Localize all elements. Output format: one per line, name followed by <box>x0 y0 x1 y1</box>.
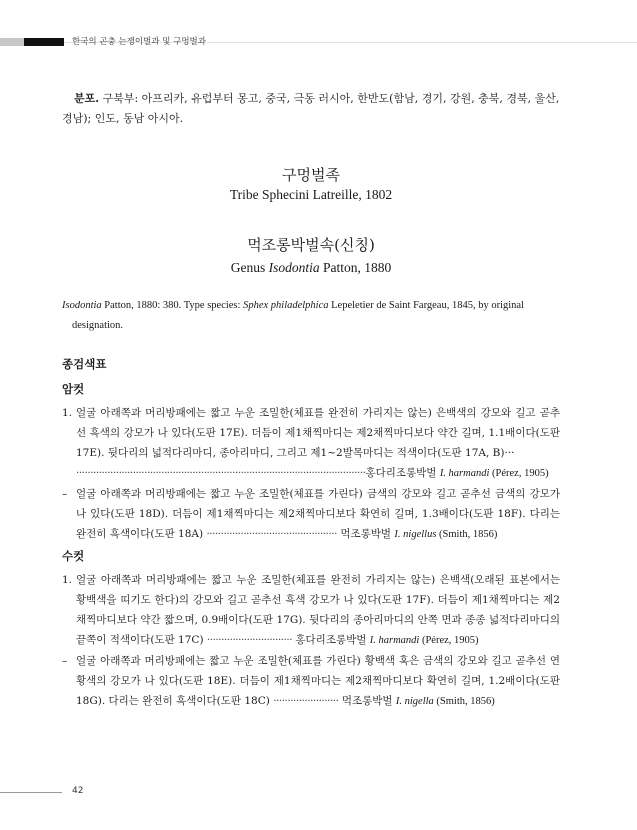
male-key <box>62 548 560 712</box>
key-title: 종검색표 <box>62 357 107 371</box>
female-key <box>62 381 560 545</box>
distribution-label: 분포. <box>74 92 100 105</box>
species-name-korean: 먹조롱박벌 <box>341 695 393 707</box>
key-couplet <box>62 570 560 651</box>
species-name-korean: 홍다리조롱박벌 <box>365 467 437 479</box>
tribe-name-korean: 구멍벌족 <box>282 166 340 184</box>
couplet-marker: – <box>62 655 68 667</box>
couplet-marker: – <box>62 488 68 500</box>
leader-dots: ······························ <box>206 634 293 646</box>
reference-type-species: Sphex philadelphica <box>243 300 329 311</box>
species-name-korean: 홍다리조롱박벌 <box>295 634 367 646</box>
key-couplet <box>62 484 560 545</box>
couplet-text: 얼굴 아래쪽과 머리방패에는 짧고 누운 조밀한(체표를 가린다) 황백색 혹은 금색의 강모와 길고 곧추선 연황색의 강모가 나 있다(도판 18E). 더듬이 제1채찍마디는 제2채찍마디보다 확연히 길며, 1.2배이다(도판 18G). 다리는 완전히 흑색이다(도판 18C) <box>76 655 560 707</box>
reference-genus: Isodontia <box>62 300 102 311</box>
genus-author: Patton, 1880 <box>319 260 392 275</box>
species-name-latin: I. harmandi <box>369 635 420 646</box>
genus-name-latin <box>62 260 560 276</box>
genus-prefix: Genus <box>230 260 269 275</box>
couplet-marker: 1. <box>62 407 73 419</box>
header-bar-black <box>24 38 64 46</box>
leader-dots: ·············································· <box>206 528 337 540</box>
key-couplet <box>62 403 560 484</box>
species-name-latin: I. nigella <box>395 696 434 707</box>
male-heading: 수컷 <box>62 549 85 563</box>
couplet-text: 얼굴 아래쪽과 머리방패에는 짧고 누운 조밀한(체표를 완전히 가리지는 않는) 은백색(오래된 표본에서는 황백색을 띠기도 한다)의 강모와 길고 곧추선 흑색 강모가 나 있다(도판 17F). 더듬이 제1채찍마디는 제2채찍마디보다 약간 짧으며, 0.9배이다(도판 17G). 뒷다리의 종아리마디의 안쪽 면과 종종 넓적다리마디의 끝쪽이 적색이다(도판 17C) <box>76 574 560 646</box>
tribe-name-latin: Tribe Sphecini Latreille, 1802 <box>229 187 393 202</box>
page-number: 42 <box>72 786 84 796</box>
reference-text-2: Lepeletier de Saint Fargeau, 1845, by original designation. <box>72 300 524 331</box>
genus-name-korean: 먹조롱박벌속(신칭) <box>247 236 375 254</box>
species-author: (Pérez, 1905) <box>489 468 549 479</box>
species-name-korean: 먹조롱박벌 <box>340 528 392 540</box>
leader-dots: ······································································································ <box>76 467 366 479</box>
species-name-latin: I. nigellus <box>394 529 437 540</box>
leader-dots: ······················· <box>273 695 339 707</box>
couplet-marker: 1. <box>62 574 73 586</box>
species-name-latin: I. harmandi <box>439 468 490 479</box>
species-author: (Smith, 1856) <box>436 529 498 540</box>
genus-reference <box>62 296 570 336</box>
couplet-text: 얼굴 아래쪽과 머리방패에는 짧고 누운 조밀한(체표를 완전히 가리지는 않는) 은백색의 강모와 길고 곧추선 흑색의 강모가 나 있다(도판 17E). 더듬이 제1채찍마디는 제2채찍마디보다 약간 길며, 1.1배이다(도판 17E). 뒷다리의 넓적다리마디, 종아리마디, 그리고 제1~2발목마디는 적색이다(도판 17A, B)··· <box>76 407 560 459</box>
distribution-text: 구북부: 아프리카, 유럽부터 몽고, 중국, 극동 러시아, 한반도(함남, 경기, 강원, 충북, 경북, 울산, 경남); 인도, 동남 아시아. <box>62 92 560 125</box>
reference-text-1: Patton, 1880: 380. Type species: <box>101 300 244 311</box>
running-title: 한국의 곤충 는쟁이벌과 및 구멍벌과 <box>72 37 206 47</box>
couplet-text: 얼굴 아래쪽과 머리방패에는 짧고 누운 조밀한(체표를 가린다) 금색의 강모와 길고 곧추선 금색의 강모가 나 있다(도판 18D). 더듬이 제1채찍마디는 제2채찍마디보다 확연히 길며, 1.3배이다(도판 18F). 다리는 완전히 흑색이다(도판 18A) <box>76 488 560 540</box>
key-couplet <box>62 651 560 712</box>
header-bar-gray <box>0 38 24 46</box>
footer-rule <box>0 792 62 793</box>
distribution-paragraph <box>62 89 560 129</box>
female-heading: 암컷 <box>62 382 85 396</box>
genus-italic-name: Isodontia <box>268 260 320 275</box>
species-author: (Smith, 1856) <box>433 696 495 707</box>
species-author: (Pérez, 1905) <box>419 635 479 646</box>
